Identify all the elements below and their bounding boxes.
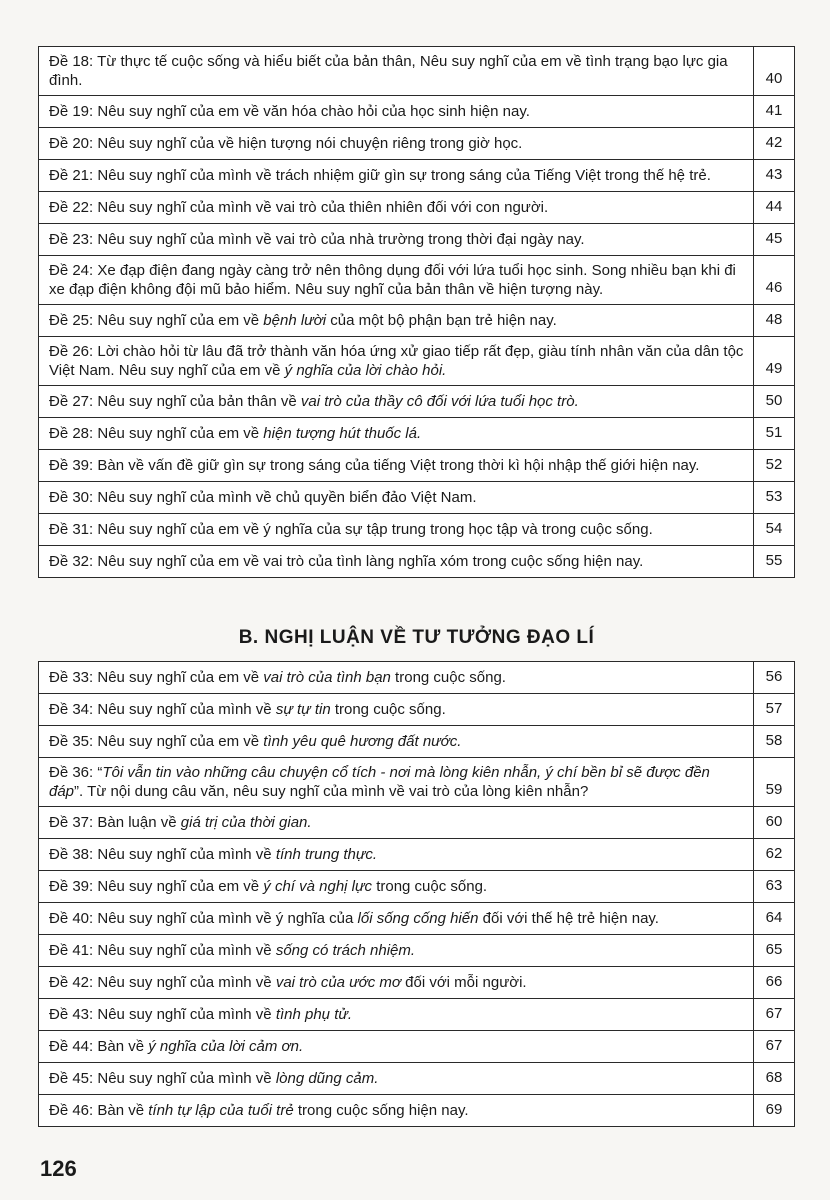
toc-entry-label: Đề 45: [49,1070,94,1087]
toc-entry-title [39,1063,754,1095]
toc-row [39,418,795,450]
toc-entry-text: Nêu suy nghĩ của em về vai trò của tình làng nghĩa xóm trong cuộc sống hiện nay. [93,553,644,570]
toc-entry-text: Nêu suy nghĩ của mình về vai trò của nhà trường trong thời đại ngày nay. [93,231,585,248]
toc-entry-text: đối với thế hệ trẻ hiện nay. [478,910,659,927]
toc-entry-title [39,758,754,807]
toc-entry-text: Nêu suy nghĩ của em về [93,669,264,686]
toc-entry-title [39,726,754,758]
toc-entry-label: Đề 39: [49,457,94,474]
toc-entry-text: Nêu suy nghĩ của em về [93,312,264,329]
toc-entry-page: 51 [754,418,795,450]
toc-entry-text: Nêu suy nghĩ của bản thân về [93,393,301,410]
toc-entry-italic-text: sống có trách nhiệm. [275,942,416,959]
toc-entry-page: 67 [754,1031,795,1063]
toc-entry-label: Đề 40: [49,910,94,927]
toc-entry-title [39,482,754,514]
toc-row [39,546,795,578]
toc-entry-text: Bàn về [93,1102,149,1119]
toc-entry-italic-text: vai trò của thầy cô đối với lứa tuổi học trò. [300,393,579,410]
toc-entry-page: 65 [754,935,795,967]
toc-entry-title [39,935,754,967]
toc-entry-label: Đề 24: [49,262,94,279]
toc-entry-page: 66 [754,967,795,999]
toc-entry-page: 55 [754,546,795,578]
toc-row [39,999,795,1031]
toc-entry-page: 63 [754,871,795,903]
toc-entry-label: Đề 38: [49,846,94,863]
toc-entry-label: Đề 28: [49,425,94,442]
toc-entry-label: Đề 20: [49,135,94,152]
toc-entry-label: Đề 26: [49,343,94,360]
toc-entry-text: “ [93,764,103,781]
toc-row [39,694,795,726]
toc-entry-title [39,386,754,418]
toc-entry-italic-text: ý nghĩa của lời cảm ơn. [148,1038,304,1055]
toc-entry-page: 67 [754,999,795,1031]
toc-entry-label: Đề 32: [49,553,94,570]
toc-entry-italic-text: vai trò của tình bạn [263,669,391,686]
toc-entry-label: Đề 23: [49,231,94,248]
toc-entry-page: 52 [754,450,795,482]
toc-entry-italic-text: giá trị của thời gian. [180,814,312,831]
toc-entry-title [39,337,754,386]
toc-row [39,807,795,839]
toc-row [39,839,795,871]
toc-entry-italic-text: tình phụ tử. [275,1006,353,1023]
toc-entry-italic-text: ý nghĩa của lời chào hỏi. [284,362,447,379]
toc-entry-text: Nêu suy nghĩ của mình về chủ quyền biển đảo Việt Nam. [93,489,477,506]
toc-entry-page: 69 [754,1095,795,1127]
toc-entry-text: Nêu suy nghĩ của mình về [93,974,276,991]
toc-entry-label: Đề 44: [49,1038,94,1055]
toc-entry-text: Nêu suy nghĩ của em về [93,733,264,750]
toc-entry-text: Xe đạp điện đang ngày càng trở nên thông dụng đối với lứa tuổi học sinh. Song nhiều bạn khi đi xe đạp điện không đội mũ bảo hiểm. Nêu suy nghĩ của bản thân về hiện tượng này. [49,262,736,298]
toc-entry-text: Nêu suy nghĩ của mình về ý nghĩa của [93,910,358,927]
toc-entry-page: 43 [754,160,795,192]
toc-entry-page: 53 [754,482,795,514]
toc-row [39,967,795,999]
toc-row [39,386,795,418]
toc-row [39,96,795,128]
toc-row [39,47,795,96]
toc-entry-title [39,305,754,337]
toc-row [39,871,795,903]
toc-entry-page: 46 [754,256,795,305]
toc-entry-title [39,418,754,450]
toc-entry-label: Đề 34: [49,701,94,718]
toc-entry-page: 54 [754,514,795,546]
toc-entry-text: Nêu suy nghĩ của em về [93,878,264,895]
toc-table-section-a [38,46,795,578]
toc-row [39,726,795,758]
page-number: 126 [40,1156,77,1181]
toc-entry-label: Đề 22: [49,199,94,216]
toc-entry-page: 49 [754,337,795,386]
toc-entry-label: Đề 46: [49,1102,94,1119]
toc-entry-text: Bàn luận về [93,814,181,831]
toc-entry-title [39,514,754,546]
toc-entry-text: đối với mỗi người. [400,974,527,991]
toc-entry-label: Đề 25: [49,312,94,329]
toc-entry-title [39,839,754,871]
toc-entry-title [39,1031,754,1063]
toc-entry-title [39,160,754,192]
toc-row [39,337,795,386]
toc-entry-italic-text: hiện tượng hút thuốc lá. [263,425,422,442]
toc-entry-title [39,999,754,1031]
toc-entry-label: Đề 30: [49,489,94,506]
toc-entry-label: Đề 18: [49,53,94,70]
toc-entry-text: trong cuộc sống hiện nay. [293,1102,469,1119]
toc-entry-text: Từ thực tế cuộc sống và hiểu biết của bản thân, Nêu suy nghĩ của em về tình trạng bạo lực gia đình. [49,53,728,89]
toc-entry-italic-text: sự tự tin [275,701,331,718]
toc-entry-label: Đề 43: [49,1006,94,1023]
toc-entry-text: Nêu suy nghĩ của em về ý nghĩa của sự tập trung trong học tập và trong cuộc sống. [93,521,653,538]
toc-entry-title [39,450,754,482]
toc-entry-text: Nêu suy nghĩ của mình về [93,942,276,959]
toc-entry-label: Đề 21: [49,167,94,184]
toc-entry-title [39,256,754,305]
toc-row [39,935,795,967]
toc-entry-text: trong cuộc sống. [390,669,506,686]
toc-entry-text: trong cuộc sống. [372,878,488,895]
toc-entry-title [39,871,754,903]
toc-entry-page: 59 [754,758,795,807]
toc-entry-text: Nêu suy nghĩ của mình về [93,1070,276,1087]
toc-row [39,1031,795,1063]
toc-entry-title [39,224,754,256]
toc-entry-page: 45 [754,224,795,256]
toc-entry-text: Bàn về vấn đề giữ gìn sự trong sáng của tiếng Việt trong thời kì hội nhập thế giới hiện nay. [93,457,700,474]
toc-entry-italic-text: ý chí và nghị lực [263,878,373,895]
toc-row [39,758,795,807]
toc-entry-italic-text: bệnh lười [263,312,327,329]
toc-entry-page: 68 [754,1063,795,1095]
toc-entry-text: Nêu suy nghĩ của mình về [93,701,276,718]
toc-entry-label: Đề 19: [49,103,94,120]
toc-entry-text: Nêu suy nghĩ của về hiện tượng nói chuyện riêng trong giờ học. [93,135,523,152]
toc-row [39,482,795,514]
toc-entry-italic-text: tính trung thực. [275,846,378,863]
toc-row [39,160,795,192]
toc-entry-italic-text: tình yêu quê hương đất nước. [263,733,462,750]
toc-entry-text: trong cuộc sống. [330,701,446,718]
toc-entry-label: Đề 35: [49,733,94,750]
toc-entry-title [39,662,754,694]
toc-row [39,256,795,305]
toc-entry-label: Đề 39: [49,878,94,895]
toc-entry-title [39,903,754,935]
toc-table-section-b [38,661,795,1127]
toc-row [39,128,795,160]
toc-row [39,224,795,256]
toc-row [39,450,795,482]
toc-row [39,662,795,694]
toc-entry-title [39,1095,754,1127]
toc-entry-text: Nêu suy nghĩ của em về [93,425,264,442]
toc-entry-title [39,192,754,224]
toc-row [39,1063,795,1095]
toc-entry-text: Nêu suy nghĩ của mình về vai trò của thiên nhiên đối với con người. [93,199,549,216]
toc-entry-title [39,128,754,160]
toc-row [39,192,795,224]
toc-entry-italic-text: Tôi vẫn tin vào những câu chuyện cổ tích - nơi mà lòng kiên nhẫn, ý chí bền bỉ sẽ được đền đáp [49,764,710,800]
toc-entry-text: của một bộ phận bạn trẻ hiện nay. [326,312,557,329]
toc-entry-page: 50 [754,386,795,418]
toc-entry-page: 58 [754,726,795,758]
toc-entry-label: Đề 27: [49,393,94,410]
toc-entry-title [39,967,754,999]
toc-entry-page: 40 [754,47,795,96]
toc-entry-page: 42 [754,128,795,160]
toc-entry-page: 57 [754,694,795,726]
toc-entry-title [39,694,754,726]
toc-entry-label: Đề 41: [49,942,94,959]
toc-entry-text: Nêu suy nghĩ của mình về [93,846,276,863]
toc-entry-page: 64 [754,903,795,935]
toc-entry-italic-text: vai trò của ước mơ [275,974,401,991]
toc-entry-page: 60 [754,807,795,839]
toc-entry-text: Nêu suy nghĩ của mình về [93,1006,276,1023]
toc-entry-page: 48 [754,305,795,337]
toc-entry-page: 41 [754,96,795,128]
section-b-heading: B. NGHỊ LUẬN VỀ TƯ TƯỞNG ĐẠO LÍ [238,627,595,648]
toc-entry-title [39,47,754,96]
toc-entry-text: Nêu suy nghĩ của em về văn hóa chào hỏi của học sinh hiện nay. [93,103,530,120]
toc-entry-title [39,546,754,578]
toc-row [39,305,795,337]
toc-entry-text: Lời chào hỏi từ lâu đã trở thành văn hóa ứng xử giao tiếp rất đẹp, giàu tính nhân văn của dân tộc Việt Nam. Nêu suy nghĩ của em về [49,343,744,379]
toc-entry-page: 62 [754,839,795,871]
toc-entry-text: Bàn về [93,1038,149,1055]
toc-row [39,903,795,935]
toc-row [39,514,795,546]
toc-entry-label: Đề 37: [49,814,94,831]
toc-entry-label: Đề 36: [49,764,94,781]
toc-entry-label: Đề 33: [49,669,94,686]
toc-entry-text: Nêu suy nghĩ của mình về trách nhiệm giữ gìn sự trong sáng của Tiếng Việt trong thế hệ trẻ. [93,167,711,184]
toc-row [39,1095,795,1127]
toc-entry-italic-text: tính tự lập của tuổi trẻ [148,1102,294,1119]
toc-entry-page: 56 [754,662,795,694]
toc-entry-italic-text: lòng dũng cảm. [275,1070,379,1087]
toc-entry-label: Đề 42: [49,974,94,991]
toc-entry-page: 44 [754,192,795,224]
toc-entry-title [39,807,754,839]
toc-entry-text: ”. Từ nội dung câu văn, nêu suy nghĩ của mình về vai trò của lòng kiên nhẫn? [74,783,589,800]
toc-entry-label: Đề 31: [49,521,94,538]
toc-entry-title [39,96,754,128]
toc-entry-italic-text: lối sống cống hiến [357,910,479,927]
